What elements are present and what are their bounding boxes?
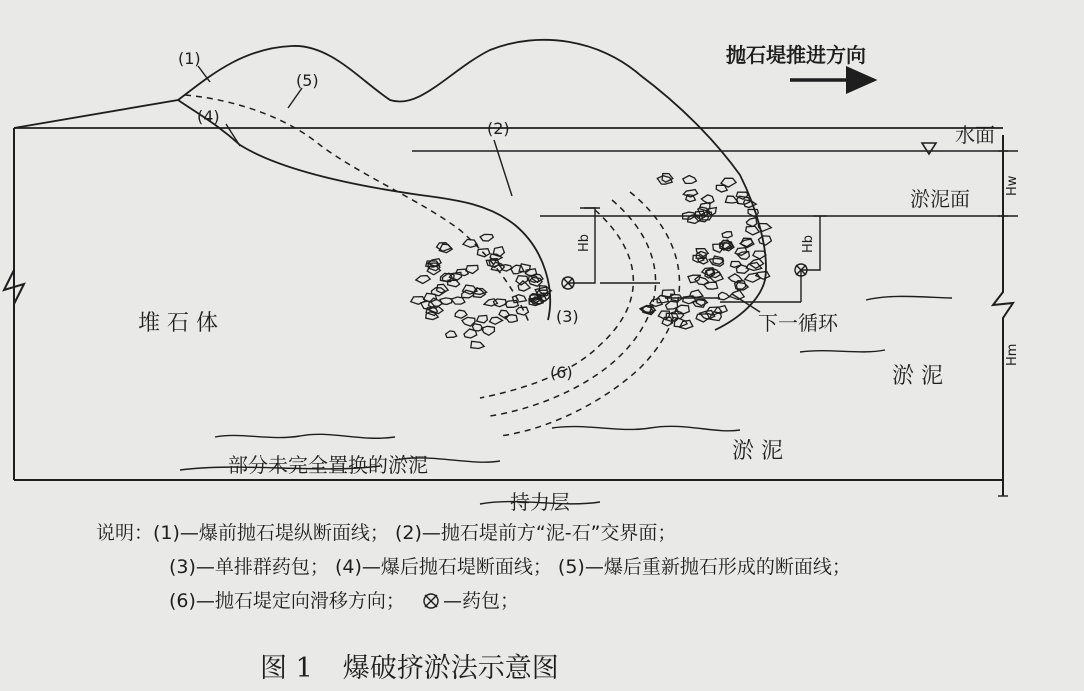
- rock-chunk: [480, 234, 493, 241]
- legend-item-1-2: (1)—爆前抛石堤纵断面线； (2)—抛石堤前方“泥-石”交界面；: [153, 522, 677, 544]
- hb-left-label: Hb: [577, 233, 592, 252]
- rock-chunk: [446, 331, 457, 338]
- pre-blast-profile-line: [14, 40, 766, 330]
- mud-bottom-label: 淤 泥: [732, 439, 783, 464]
- rock-chunk: [499, 310, 509, 319]
- rock-chunk: [416, 276, 430, 284]
- legend-row-2: [96, 550, 1056, 584]
- rock-chunk: [737, 252, 749, 260]
- label-2: (2): [487, 119, 510, 138]
- mud-right-label: 淤 泥: [892, 364, 943, 389]
- rock-chunk: [696, 314, 709, 322]
- rock-chunk: [753, 251, 766, 259]
- figure-caption: [252, 646, 559, 685]
- label-1: (1): [178, 49, 201, 68]
- rock-fill-left: [411, 234, 552, 348]
- rock-chunk: [477, 315, 488, 323]
- rock-chunk: [451, 297, 465, 304]
- rock-chunk: [683, 176, 697, 184]
- hb-right-label: Hb: [801, 234, 816, 253]
- label-3: (3): [556, 307, 579, 326]
- legend-title: 说明：: [96, 522, 154, 544]
- rock-chunk: [484, 299, 497, 306]
- legend-item-3-4-5: (3)—单排群药包； (4)—爆后抛石堤断面线； (5)—爆后重新抛石形成的断面线；: [169, 556, 851, 578]
- legend-item-6: (6)—抛石堤定向滑移方向；: [169, 590, 405, 612]
- water-surface-triangle-icon: [922, 143, 936, 154]
- rock-chunk: [746, 226, 760, 235]
- rock-chunk: [690, 290, 703, 297]
- rock-chunk: [511, 265, 524, 274]
- next-cycle-label: 下一循环: [758, 311, 838, 335]
- rock-chunk: [463, 239, 478, 247]
- legend: [96, 516, 1056, 618]
- bearing-layer-label: 持力层: [510, 490, 570, 514]
- rock-chunk: [759, 236, 772, 245]
- legend-row-1: [96, 516, 1056, 550]
- partial-mud-label: 部分未完全置换的淤泥: [228, 453, 428, 477]
- label-5: (5): [296, 71, 319, 90]
- rock-chunk: [455, 310, 467, 318]
- figure-number: 图 1: [260, 653, 313, 684]
- rock-chunk: [490, 317, 503, 324]
- hm-label: Hm: [1005, 343, 1020, 366]
- rock-fill-right: [640, 174, 771, 329]
- rock-chunk: [718, 292, 729, 300]
- rock-chunk: [411, 297, 426, 305]
- rock-chunk: [745, 273, 761, 282]
- label-4: (4): [197, 107, 220, 126]
- rock-chunk: [730, 290, 745, 299]
- advance-direction-label: 抛石堤推进方向: [726, 43, 866, 67]
- rock-chunk: [505, 315, 517, 322]
- mud-rock-interface-leader: [494, 140, 512, 196]
- rock-chunk: [519, 264, 530, 272]
- rock-chunk: [505, 300, 518, 307]
- label-5-leader: [288, 88, 302, 108]
- water-surface-label: 水面: [955, 123, 995, 147]
- rock-chunk: [704, 282, 718, 289]
- rock-chunk: [512, 295, 526, 303]
- rock-chunk: [472, 324, 483, 331]
- rock-chunk: [683, 190, 697, 197]
- legend-item-charge: —药包；: [442, 590, 519, 612]
- rock-chunk: [746, 218, 756, 227]
- rock-chunk: [725, 196, 738, 203]
- rock-chunk: [481, 326, 494, 335]
- rock-chunk: [471, 341, 484, 348]
- mud-surface-label: 淤泥面: [910, 187, 970, 211]
- legend-row-3: [96, 584, 1056, 618]
- rock-chunk: [722, 232, 732, 238]
- hw-label: Hw: [1005, 175, 1020, 196]
- label-6: (6): [550, 363, 573, 382]
- rock-body-label: 堆 石 体: [138, 311, 218, 336]
- figure-title: 爆破挤淤法示意图: [342, 653, 559, 684]
- rock-chunk: [440, 298, 452, 305]
- redumped-section-dashed-line: [185, 95, 530, 325]
- charge-symbol-icon: [421, 591, 441, 611]
- rock-chunk: [677, 305, 690, 314]
